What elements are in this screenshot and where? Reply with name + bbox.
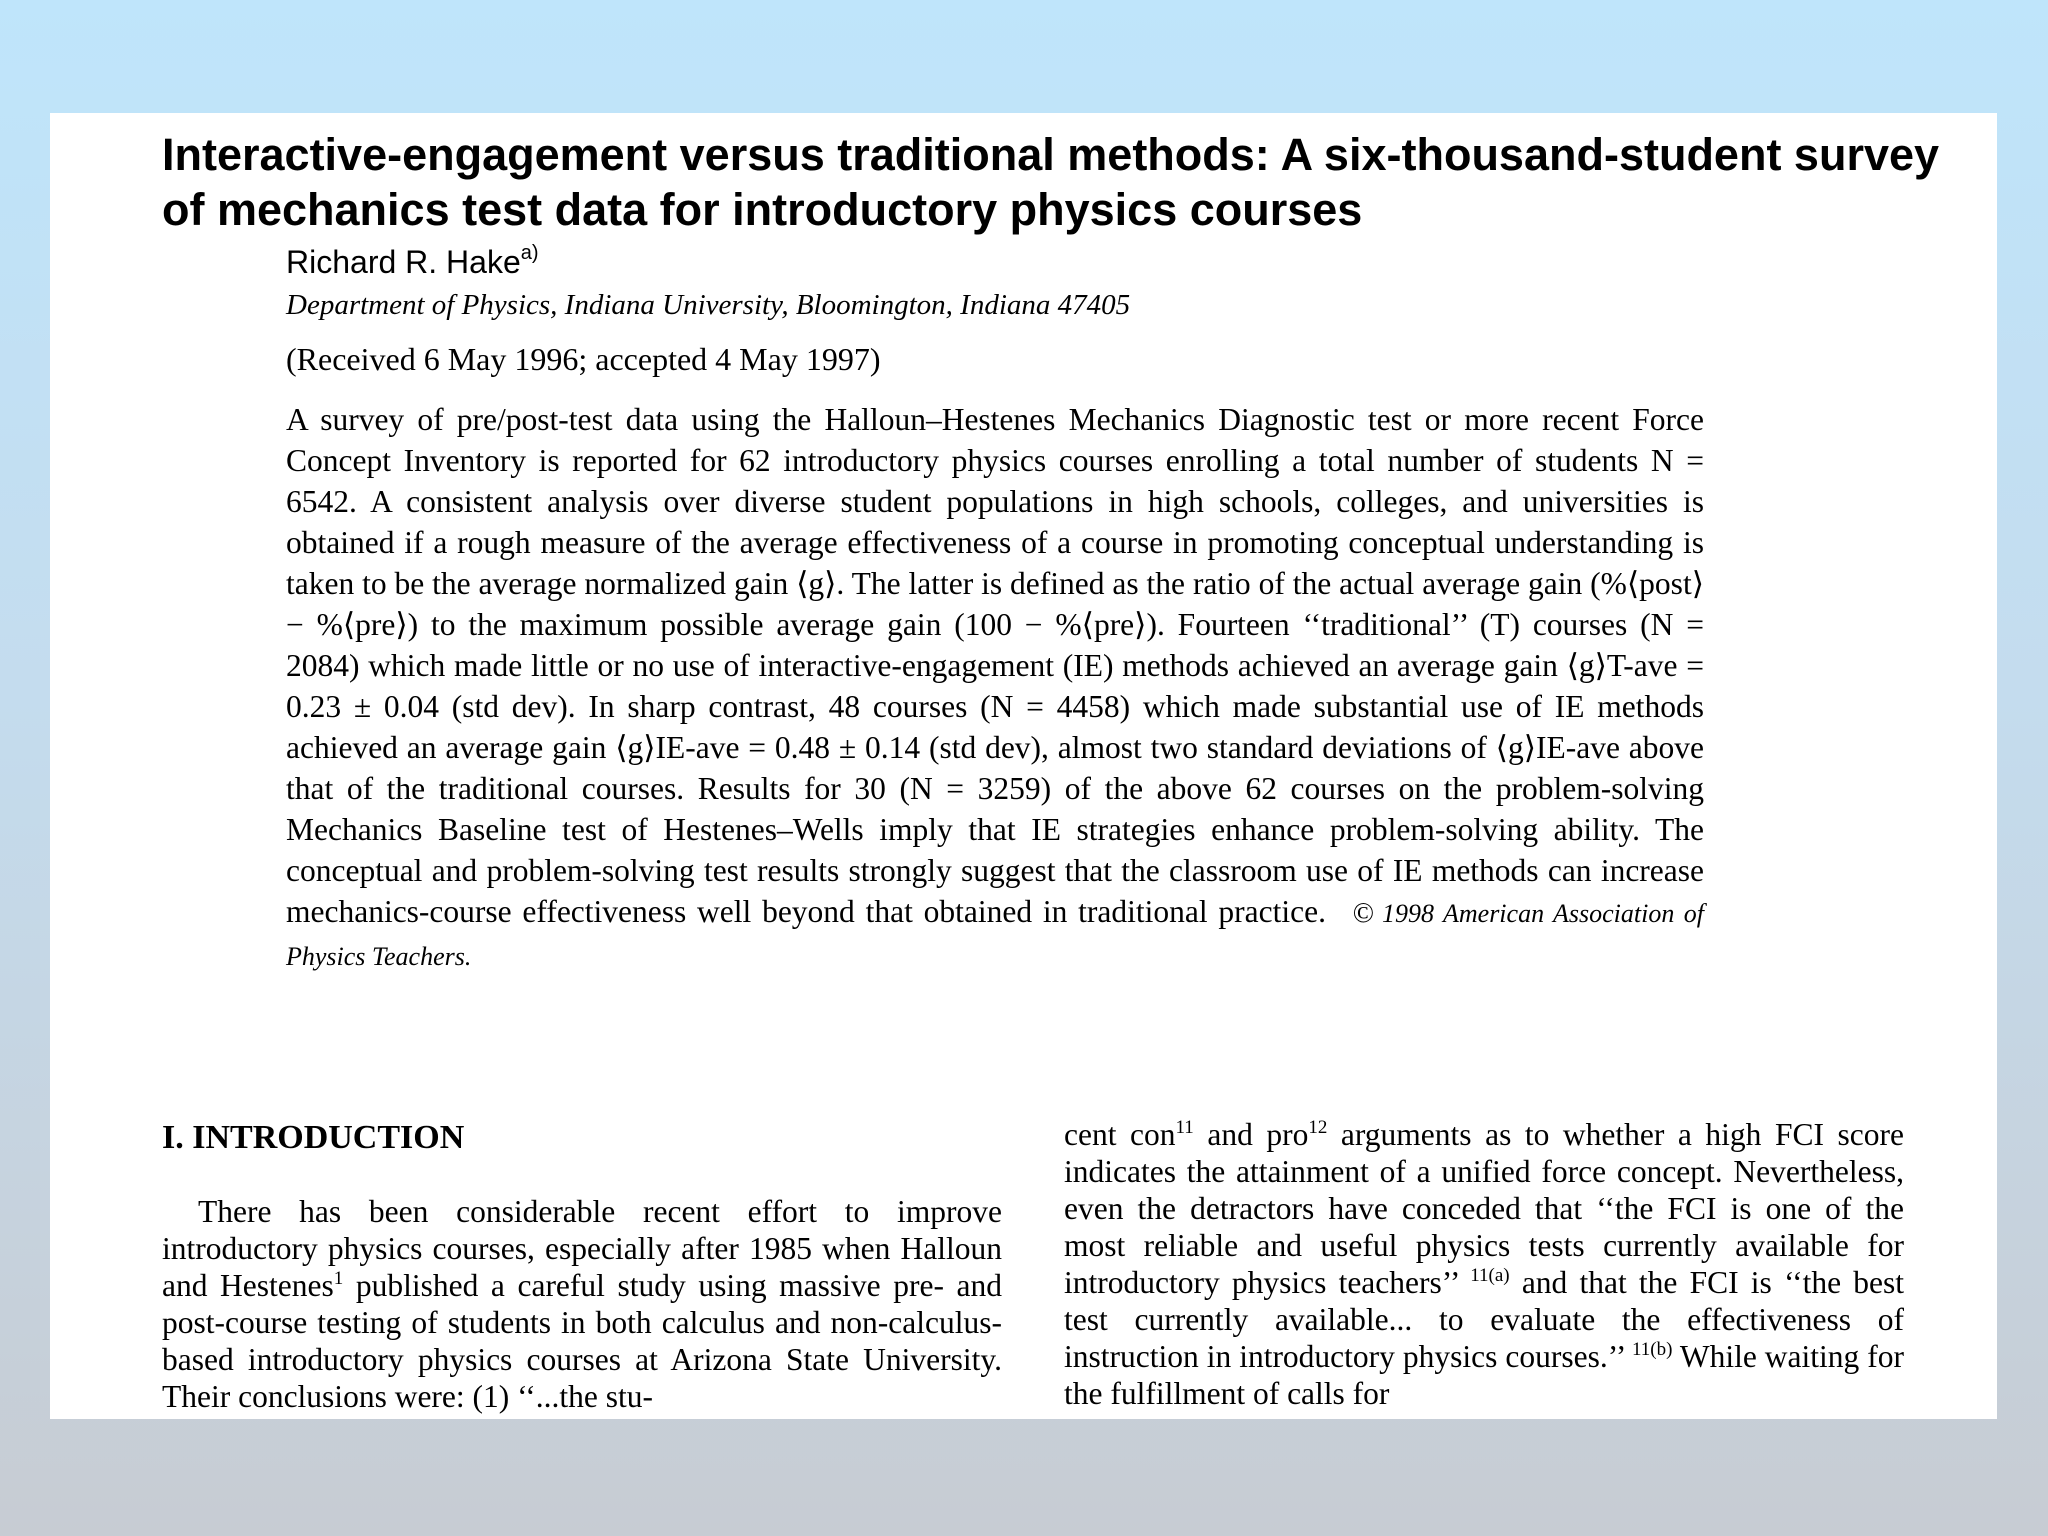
right-column bbox=[1064, 1116, 1904, 1412]
right-column-text: cent con bbox=[1064, 1117, 1176, 1152]
author-name: Richard R. Hake bbox=[286, 244, 521, 280]
abstract-text: A survey of pre/post-test data using the Halloun–Hestenes Mechanics Diagnostic test or more recent Force Concept Inventory is reported for 62 introductory physics courses enrolling a total number of students N = 6542. A consistent analysis over diverse student populations in high schools, colleges, and universities is obtained if a rough measure of the average effectiveness of a course in promoting conceptual understanding is taken to be the average normalized gain ⟨g⟩. The latter is defined as the ratio of the actual average gain (%⟨post⟩ − %⟨pre⟩) to the maximum possible average gain (100 − %⟨pre⟩). Fourteen ‘‘traditional’’ (T) courses (N = 2084) which made little or no use of interactive-engagement (IE) methods achieved an average gain ⟨g⟩T-ave = 0.23 ± 0.04 (std dev). In sharp contrast, 48 courses (N = 4458) which made substantial use of IE methods achieved an average gain ⟨g⟩IE-ave = 0.48 ± 0.14 (std dev), almost two standard deviations of ⟨g⟩IE-ave above that of the traditional courses. Results for 30 (N = 3259) of the above 62 courses on the problem-solving Mechanics Baseline test of Hestenes–Wells imply that IE strategies enhance problem-solving ability. The conceptual and problem-solving test results strongly suggest that the classroom use of IE methods can increase mechanics-course effectiveness well beyond that obtained in traditional practice. bbox=[286, 402, 1704, 929]
right-column-text: and that the FCI is ‘‘the best test currently available... to evaluate the effectiveness of instruction in introductory physics courses.’’ bbox=[1064, 1265, 1905, 1374]
paper-page bbox=[50, 113, 1997, 1419]
reference-marker: 11 bbox=[1175, 1117, 1194, 1138]
affiliation: Department of Physics, Indiana University, Bloomington, Indiana 47405 bbox=[286, 289, 1131, 321]
section-heading: I. INTRODUCTION bbox=[162, 1119, 465, 1156]
received-dates: (Received 6 May 1996; accepted 4 May 1997) bbox=[286, 341, 881, 377]
reference-marker: 11(b) bbox=[1632, 1339, 1673, 1360]
left-column bbox=[162, 1193, 1002, 1415]
right-column-text: and pro bbox=[1193, 1117, 1309, 1152]
left-column-text: There has been considerable recent effort to improve introductory physics courses, especially after 1985 when Halloun and Hestenes bbox=[162, 1194, 1002, 1303]
copyright-text: 1998 American Association of Physics Teachers. bbox=[286, 899, 1704, 971]
right-column-text: While waiting for the fulfillment of calls for bbox=[1064, 1339, 1904, 1411]
copyright-icon: © bbox=[1352, 898, 1375, 929]
reference-marker: 12 bbox=[1308, 1117, 1328, 1138]
left-column-text: published a careful study using massive pre- and post-course testing of students in both calculus and non-calculus-based introductory physics courses at Arizona State University. Their conclusions were: (1) ‘‘...the stu- bbox=[162, 1268, 1002, 1414]
abstract bbox=[286, 399, 1704, 977]
right-column-text: arguments as to whether a high FCI score indicates the attainment of a unified force concept. Nevertheless, even the detractors have conceded that ‘‘the FCI is one of the most reliable and useful physics tests currently available for introductory physics teachers’’ bbox=[1064, 1117, 1904, 1300]
reference-marker: 11(a) bbox=[1470, 1265, 1510, 1286]
author-footnote-marker: a) bbox=[520, 242, 539, 264]
reference-marker: 1 bbox=[333, 1268, 344, 1289]
author-line bbox=[286, 244, 539, 281]
paper-title: Interactive-engagement versus traditional methods: A six-thousand-student survey of mechanics test data for introductory physics courses bbox=[162, 129, 1940, 235]
